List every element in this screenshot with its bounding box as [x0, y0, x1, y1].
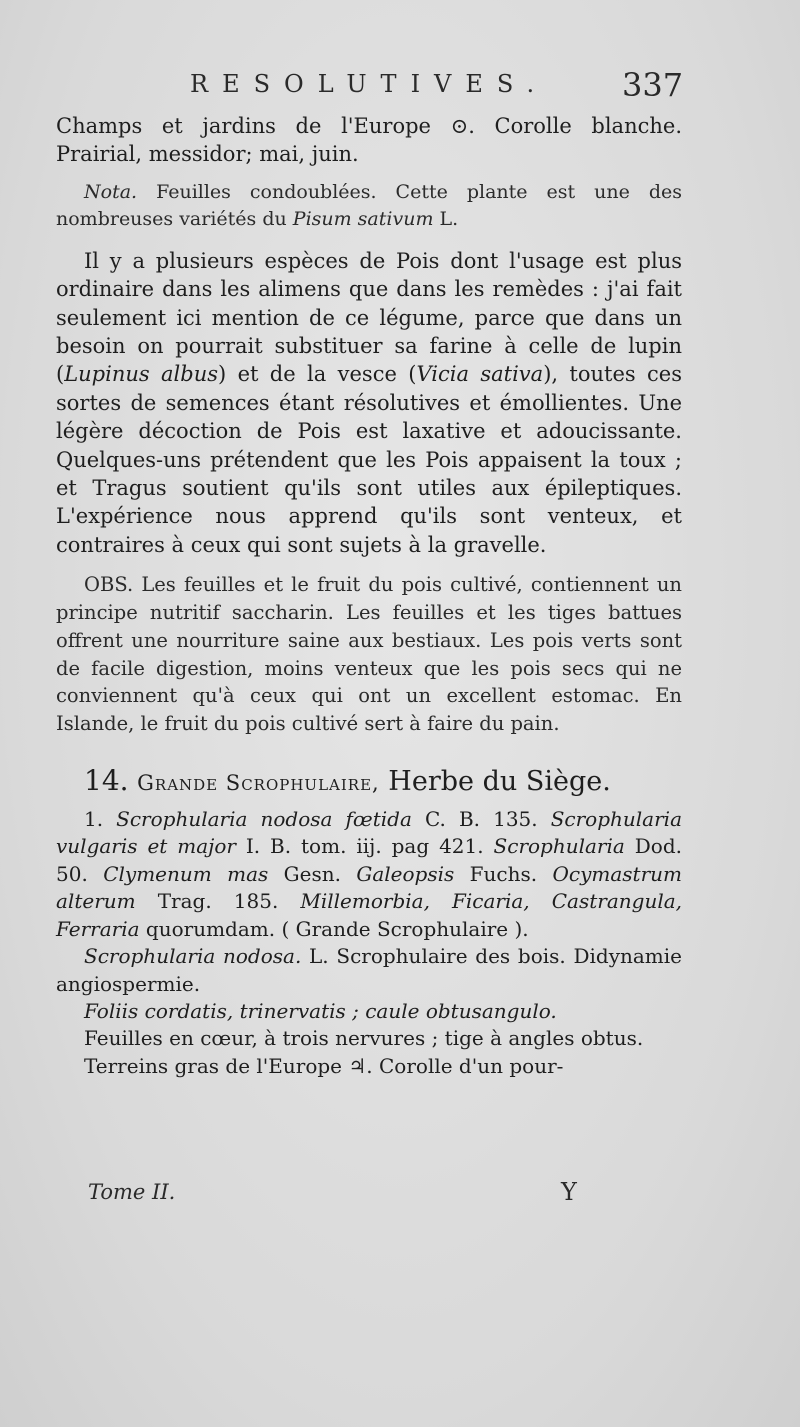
running-title: RESOLUTIVES.: [190, 70, 549, 98]
linnaean-name: [56, 943, 682, 998]
section-title: Grande Scrophulaire,: [137, 771, 380, 796]
ref-number: 1.: [84, 807, 117, 832]
pois-text-a: Il y a plusieurs espèces de Pois dont l'usage est plus ordinaire dans les alimens que dans les remèdes : j'ai fait seulement ici mention de ce légume, parce que dans un besoin on pourrait substituer sa farine à celle de lupin (: [56, 248, 682, 387]
linnaean-species: Scrophularia nodosa.: [84, 944, 302, 969]
section-subtitle: Herbe du Siège.: [379, 766, 611, 798]
ref-n: quorumdam. ( Grande Scrophulaire ).: [139, 916, 529, 941]
ref-d: I. B. tom. iij. pag 421.: [235, 834, 494, 859]
nota-end: L.: [433, 207, 459, 230]
page-number: 337: [622, 66, 684, 104]
species-lupinus: Lupinus albus: [64, 362, 219, 387]
synonymy-paragraph: [56, 806, 682, 943]
french-diagnosis: Feuilles en cœur, à trois nervures ; tige à angles obtus.: [84, 1026, 644, 1051]
ref-h: Gesn.: [268, 861, 357, 886]
ref-c: Scrophularia vulgaris et major: [56, 807, 682, 859]
ref-l: Trag. 185.: [135, 889, 301, 914]
ref-f: Dod. 50.: [56, 834, 682, 886]
pois-text-b: ) et de la vesce (: [218, 362, 417, 387]
ref-g: Clymenum mas: [103, 861, 269, 886]
section-number: 14.: [84, 764, 129, 798]
paragraph-habitat: Champs et jardins de l'Europe ⊙. Corolle blanche. Prairial, messidor; mai, juin.: [56, 114, 682, 167]
paragraph-pois-uses: [56, 247, 682, 559]
nota-label: Nota.: [84, 180, 138, 203]
volume-label: Tome II.: [88, 1180, 176, 1204]
ref-m: Millemorbia, Ficaria, Castrangula, Ferraria: [56, 889, 683, 941]
obs-paragraph: OBS. Les feuilles et le fruit du pois cultivé, contiennent un principe nutritif saccharin. Les feuilles et les tiges battues offrent une nourriture saine aux bestiaux. Les pois verts sont de facile digestion, moins venteux que les pois secs qui ne conviennent qu'à ceux qui ont un excellent estomac. En Islande, le fruit du pois cultivé sert à faire du pain.: [56, 573, 682, 736]
signature-mark: Y: [561, 1178, 577, 1206]
species-vicia: Vicia sativa: [416, 362, 544, 387]
ref-b: C. B. 135.: [411, 807, 551, 832]
ref-j: Fuchs.: [454, 861, 553, 886]
ref-i: Galeopsis: [356, 861, 455, 886]
page-body: [56, 112, 682, 1080]
section-heading: [56, 764, 682, 800]
pois-text-c: ), toutes ces sortes de semences étant résolutives et émollientes. Une légère décoction de Pois est laxative et adoucissante. Quelques-uns prétendent que les Pois appaisent la toux ; et Tragus soutient qu'ils sont utiles aux épileptiques. L'expérience nous apprend qu'ils sont venteux, et contraires à ceux qui sont sujets à la gravelle.: [56, 362, 683, 557]
running-header: [0, 66, 800, 106]
habitat-line: Terreins gras de l'Europe ♃. Corolle d'un pour-: [84, 1053, 564, 1078]
nota-paragraph: [56, 179, 682, 233]
ref-e: Scrophularia: [493, 834, 625, 859]
nota-species: Pisum sativum: [292, 207, 434, 230]
latin-diagnosis-text: Foliis cordatis, trinervatis ; caule obtusangulo.: [84, 998, 557, 1023]
ref-k: Ocymastrum alterum: [56, 861, 682, 914]
linnaean-text: L. Scrophulaire des bois. Didynamie angiospermie.: [56, 944, 682, 996]
ref-a: Scrophularia nodosa fœtida: [116, 807, 412, 832]
nota-text: Feuilles condoublées. Cette plante est une des nombreuses variétés du: [56, 180, 682, 230]
latin-diagnosis: [56, 998, 682, 1025]
page-footer: [0, 1178, 800, 1214]
